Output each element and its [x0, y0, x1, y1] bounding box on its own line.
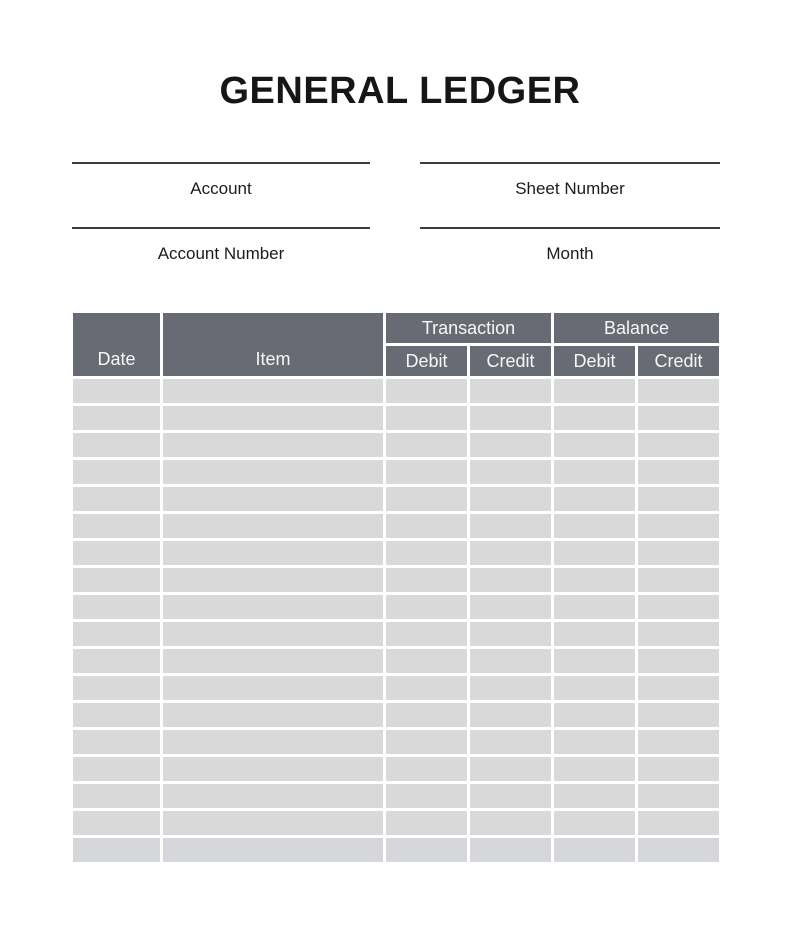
cell-transaction-credit[interactable]: [470, 757, 551, 781]
cell-transaction-debit[interactable]: [386, 838, 467, 862]
cell-balance-credit[interactable]: [638, 838, 719, 862]
table-row: [73, 784, 719, 808]
cell-balance-debit[interactable]: [554, 703, 635, 727]
cell-transaction-debit[interactable]: [386, 703, 467, 727]
cell-balance-debit[interactable]: [554, 568, 635, 592]
cell-item[interactable]: [163, 622, 383, 646]
table-row: [73, 487, 719, 511]
table-row: [73, 568, 719, 592]
table-row: [73, 811, 719, 835]
cell-balance-debit[interactable]: [554, 811, 635, 835]
cell-item[interactable]: [163, 784, 383, 808]
cell-balance-debit[interactable]: [554, 406, 635, 430]
account-label: Account: [190, 179, 252, 198]
cell-balance-debit[interactable]: [554, 622, 635, 646]
table-row: [73, 595, 719, 619]
cell-transaction-credit[interactable]: [470, 406, 551, 430]
cell-transaction-credit[interactable]: [470, 487, 551, 511]
cell-transaction-debit[interactable]: [386, 649, 467, 673]
table-row: [73, 514, 719, 538]
cell-balance-debit[interactable]: [554, 433, 635, 457]
table-row: [73, 676, 719, 700]
cell-transaction-credit[interactable]: [470, 676, 551, 700]
cell-balance-debit[interactable]: [554, 838, 635, 862]
cell-transaction-debit[interactable]: [386, 676, 467, 700]
cell-date[interactable]: [73, 811, 160, 835]
cell-balance-credit[interactable]: [638, 784, 719, 808]
field-month: [420, 227, 720, 264]
cell-item[interactable]: [163, 595, 383, 619]
ledger-table-header: [73, 313, 719, 376]
cell-transaction-credit[interactable]: [470, 784, 551, 808]
cell-balance-debit[interactable]: [554, 784, 635, 808]
cell-balance-debit[interactable]: [554, 541, 635, 565]
cell-date[interactable]: [73, 676, 160, 700]
cell-transaction-credit[interactable]: [470, 730, 551, 754]
cell-date[interactable]: [73, 730, 160, 754]
cell-item[interactable]: [163, 676, 383, 700]
cell-transaction-credit[interactable]: [470, 622, 551, 646]
general-ledger-page: [0, 72, 800, 926]
cell-transaction-debit[interactable]: [386, 460, 467, 484]
cell-balance-credit[interactable]: [638, 568, 719, 592]
cell-transaction-debit[interactable]: [386, 487, 467, 511]
cell-item[interactable]: [163, 514, 383, 538]
column-header-date: Date: [73, 313, 160, 376]
cell-date[interactable]: [73, 649, 160, 673]
cell-balance-credit[interactable]: [638, 595, 719, 619]
cell-transaction-debit[interactable]: [386, 541, 467, 565]
cell-item[interactable]: [163, 541, 383, 565]
cell-date[interactable]: [73, 622, 160, 646]
cell-balance-credit[interactable]: [638, 379, 719, 403]
cell-item[interactable]: [163, 379, 383, 403]
cell-date[interactable]: [73, 838, 160, 862]
table-row: [73, 406, 719, 430]
cell-balance-debit[interactable]: [554, 730, 635, 754]
cell-balance-debit[interactable]: [554, 595, 635, 619]
table-row: [73, 460, 719, 484]
cell-transaction-debit[interactable]: [386, 622, 467, 646]
column-header-transaction-credit: Credit: [470, 346, 551, 376]
cell-balance-credit[interactable]: [638, 703, 719, 727]
cell-balance-debit[interactable]: [554, 757, 635, 781]
cell-transaction-debit[interactable]: [386, 406, 467, 430]
field-sheet-number: [420, 162, 720, 199]
field-account: [72, 162, 370, 199]
cell-transaction-credit[interactable]: [470, 838, 551, 862]
cell-date[interactable]: [73, 541, 160, 565]
field-account-number: [72, 227, 370, 264]
group-header-balance: Balance: [554, 313, 719, 343]
cell-transaction-credit[interactable]: [470, 568, 551, 592]
ledger-table-container: [70, 310, 800, 865]
field-row-1: [72, 162, 720, 199]
column-header-balance-debit: Debit: [554, 346, 635, 376]
cell-balance-credit[interactable]: [638, 487, 719, 511]
cell-item[interactable]: [163, 649, 383, 673]
account-number-label: Account Number: [157, 244, 285, 263]
cell-balance-credit[interactable]: [638, 460, 719, 484]
cell-transaction-credit[interactable]: [470, 514, 551, 538]
table-row: [73, 730, 719, 754]
cell-date[interactable]: [73, 568, 160, 592]
cell-balance-credit[interactable]: [638, 676, 719, 700]
cell-balance-debit[interactable]: [554, 649, 635, 673]
ledger-table-body: [73, 379, 719, 862]
cell-item[interactable]: [163, 460, 383, 484]
column-header-transaction-debit: Debit: [386, 346, 467, 376]
cell-transaction-debit[interactable]: [386, 757, 467, 781]
ledger-table: [70, 310, 722, 865]
cell-balance-credit[interactable]: [638, 811, 719, 835]
cell-date[interactable]: [73, 703, 160, 727]
cell-transaction-debit[interactable]: [386, 568, 467, 592]
cell-item[interactable]: [163, 703, 383, 727]
table-row: [73, 649, 719, 673]
cell-balance-credit[interactable]: [638, 649, 719, 673]
cell-date[interactable]: [73, 379, 160, 403]
cell-balance-debit[interactable]: [554, 514, 635, 538]
cell-balance-debit[interactable]: [554, 379, 635, 403]
cell-transaction-credit[interactable]: [470, 460, 551, 484]
table-row: [73, 622, 719, 646]
cell-balance-credit[interactable]: [638, 622, 719, 646]
cell-balance-credit[interactable]: [638, 406, 719, 430]
cell-date[interactable]: [73, 757, 160, 781]
cell-balance-credit[interactable]: [638, 541, 719, 565]
cell-transaction-debit[interactable]: [386, 784, 467, 808]
cell-transaction-credit[interactable]: [470, 811, 551, 835]
cell-item[interactable]: [163, 757, 383, 781]
cell-transaction-credit[interactable]: [470, 379, 551, 403]
page-title: GENERAL LEDGER: [219, 70, 581, 112]
month-label: Month: [546, 244, 594, 263]
sheet-number-label: Sheet Number: [515, 179, 625, 198]
cell-balance-debit[interactable]: [554, 676, 635, 700]
cell-balance-credit[interactable]: [638, 514, 719, 538]
column-header-balance-credit: Credit: [638, 346, 719, 376]
cell-date[interactable]: [73, 433, 160, 457]
table-row: [73, 757, 719, 781]
cell-item[interactable]: [163, 406, 383, 430]
header-fields: [72, 162, 720, 264]
cell-balance-credit[interactable]: [638, 433, 719, 457]
group-header-transaction: Transaction: [386, 313, 551, 343]
cell-date[interactable]: [73, 460, 160, 484]
cell-transaction-debit[interactable]: [386, 595, 467, 619]
table-row: [73, 541, 719, 565]
cell-transaction-credit[interactable]: [470, 541, 551, 565]
table-row: [73, 703, 719, 727]
cell-transaction-credit[interactable]: [470, 433, 551, 457]
cell-balance-credit[interactable]: [638, 730, 719, 754]
cell-date[interactable]: [73, 406, 160, 430]
column-header-item: Item: [163, 313, 383, 376]
table-row: [73, 838, 719, 862]
cell-item[interactable]: [163, 811, 383, 835]
field-row-2: [72, 227, 720, 264]
cell-transaction-debit[interactable]: [386, 433, 467, 457]
cell-transaction-credit[interactable]: [470, 703, 551, 727]
cell-date[interactable]: [73, 595, 160, 619]
cell-balance-debit[interactable]: [554, 487, 635, 511]
cell-date[interactable]: [73, 487, 160, 511]
table-row: [73, 379, 719, 403]
cell-balance-credit[interactable]: [638, 757, 719, 781]
cell-transaction-debit[interactable]: [386, 379, 467, 403]
cell-transaction-credit[interactable]: [470, 595, 551, 619]
cell-transaction-debit[interactable]: [386, 514, 467, 538]
cell-item[interactable]: [163, 433, 383, 457]
cell-transaction-debit[interactable]: [386, 730, 467, 754]
table-row: [73, 433, 719, 457]
cell-item[interactable]: [163, 568, 383, 592]
cell-transaction-debit[interactable]: [386, 811, 467, 835]
cell-item[interactable]: [163, 730, 383, 754]
cell-balance-debit[interactable]: [554, 460, 635, 484]
cell-item[interactable]: [163, 838, 383, 862]
cell-item[interactable]: [163, 487, 383, 511]
cell-transaction-credit[interactable]: [470, 649, 551, 673]
cell-date[interactable]: [73, 784, 160, 808]
cell-date[interactable]: [73, 514, 160, 538]
